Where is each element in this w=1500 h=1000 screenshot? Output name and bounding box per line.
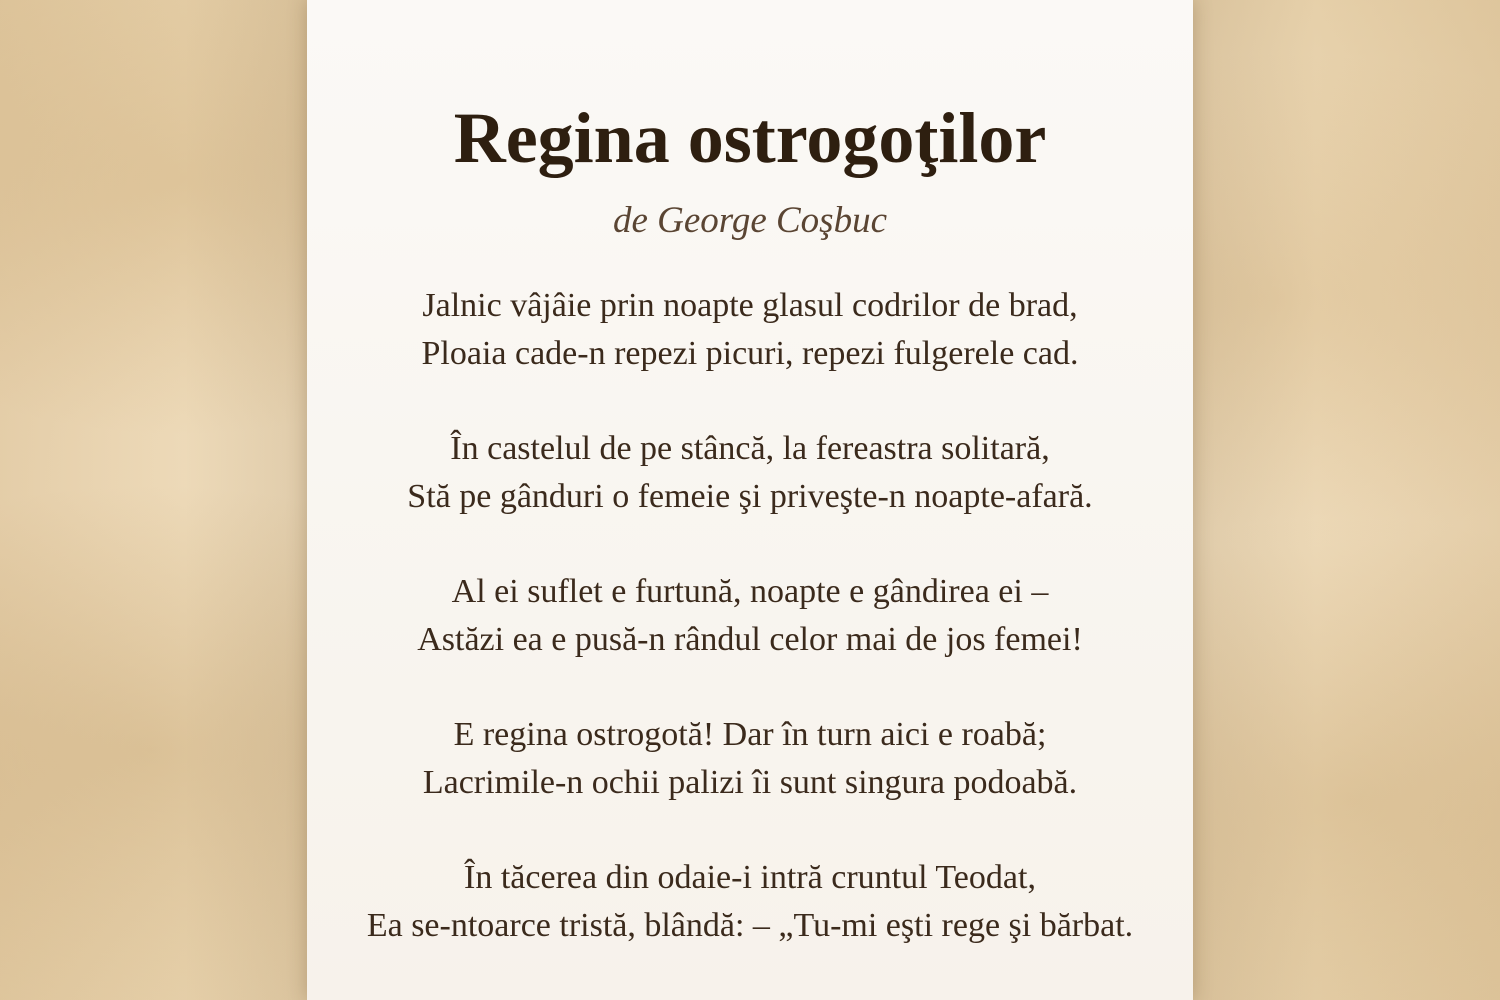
stanza-3: [307, 568, 1193, 664]
poem-author: de George Coşbuc: [612, 200, 887, 241]
poem-title: Regina ostrogoţilor: [453, 98, 1047, 178]
poem-line: În tăcerea din odaie-i intră cruntul Teodat,: [464, 859, 1036, 896]
parchment-background-left: [0, 0, 307, 1000]
parchment-background-right: [1193, 0, 1500, 1000]
poem-line: Astăzi ea e pusă-n rândul celor mai de jos femei!: [417, 621, 1083, 658]
stanza-5: [307, 854, 1193, 950]
stanza-1: [307, 282, 1193, 378]
poem-line: Al ei suflet e furtună, noapte e gândirea ei –: [451, 573, 1049, 610]
poem-line: În castelul de pe stâncă, la fereastra solitară,: [450, 430, 1050, 467]
stanza-4: [307, 711, 1193, 807]
poem-body: [307, 282, 1193, 997]
poem-line: Jalnic vâjâie prin noapte glasul codrilor de brad,: [422, 287, 1078, 324]
poem-line: Lacrimile-n ochii palizi îi sunt singura podoabă.: [422, 764, 1078, 801]
poem-line: Ea se-ntoarce tristă, blândă: – „Tu-mi eşti rege şi bărbat.: [366, 907, 1134, 944]
poem-line: E regina ostrogotă! Dar în turn aici e roabă;: [453, 716, 1047, 753]
stanza-2: [307, 425, 1193, 521]
poem-page: [307, 0, 1193, 1000]
poem-line: Ploaia cade-n repezi picuri, repezi fulgerele cad.: [421, 335, 1079, 372]
poem-line: Stă pe gânduri o femeie şi priveşte-n noapte-afară.: [407, 478, 1093, 515]
